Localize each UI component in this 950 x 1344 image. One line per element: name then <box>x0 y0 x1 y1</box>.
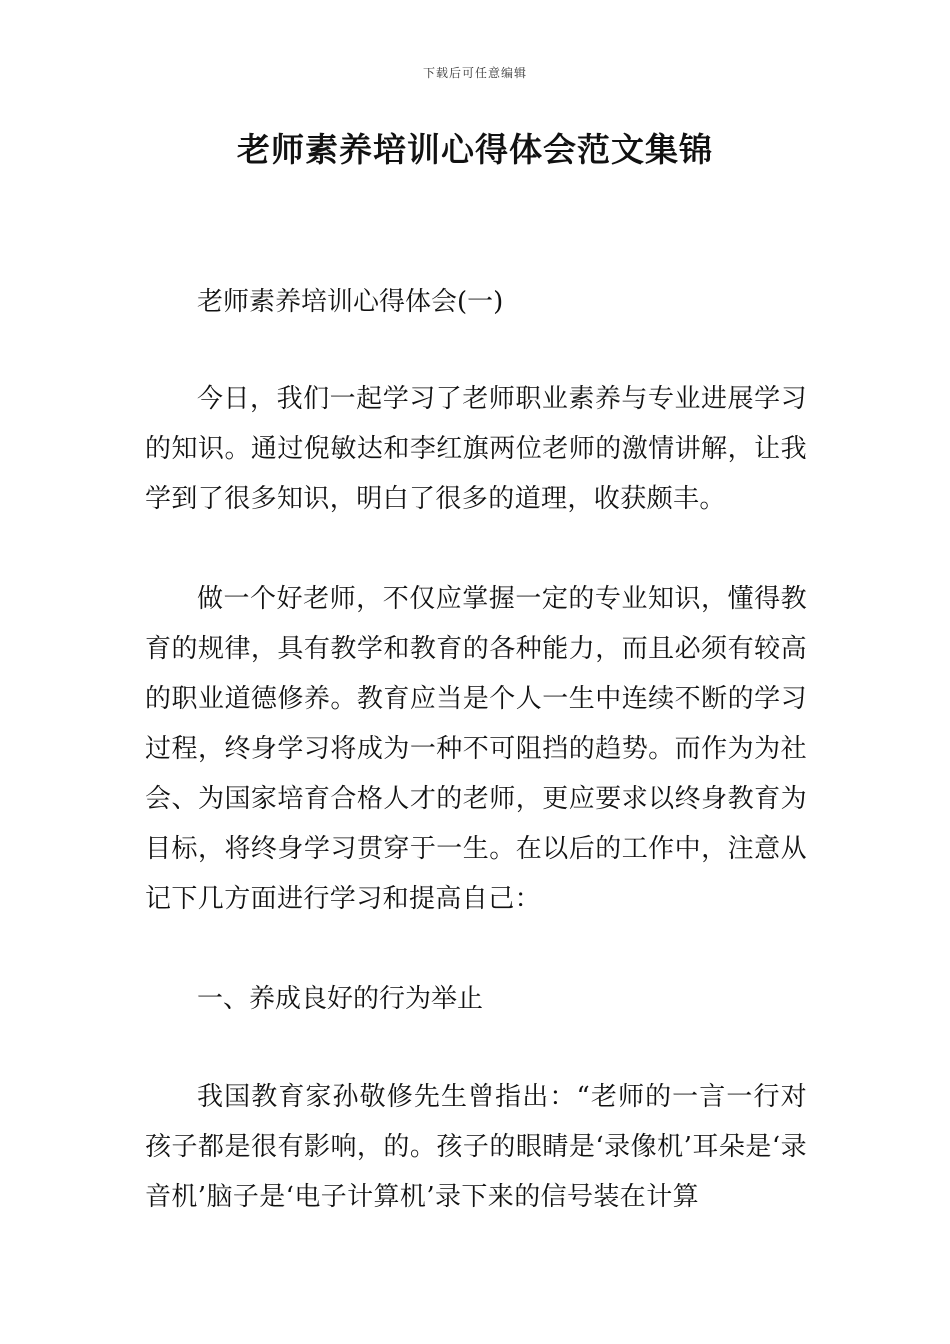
paragraph-teacher-qualities: 做一个好老师，不仅应掌握一定的专业知识，懂得教育的规律，具有教学和教育的各种能力，而且必须有较高的职业道德修养。教育应当是个人一生中连续不断的学习过程，终身学习将成为一种不可阻挡的趋势。而作为为社会、为国家培育合格人才的老师，更应要求以终身教育为目标，将终身学习贯穿于一生。在以后的工作中，注意从记下几方面进行学习和提高自己： <box>145 584 807 914</box>
section-title: 老师素养培训心得体会(一) <box>197 287 504 317</box>
header-note: 下载后可任意编辑 <box>422 66 527 80</box>
document-title: 老师素养培训心得体会范文集锦 <box>237 130 713 169</box>
paragraph-intro: 今日，我们一起学习了老师职业素养与专业进展学习的知识。通过倪敏达和李红旗两位老师的激情讲解，让我学到了很多知识，明白了很多的道理，收获颇丰。 <box>145 384 807 514</box>
paragraph-quote: 我国教育家孙敬修先生曾指出：“老师的一言一行对孩子都是很有影响，的。孩子的眼睛是‘录像机’耳朵是‘录音机’脑子是‘电子计算机’录下来的信号装在计算 <box>145 1082 807 1212</box>
subheading-behavior: 一、养成良好的行为举止 <box>197 984 484 1014</box>
